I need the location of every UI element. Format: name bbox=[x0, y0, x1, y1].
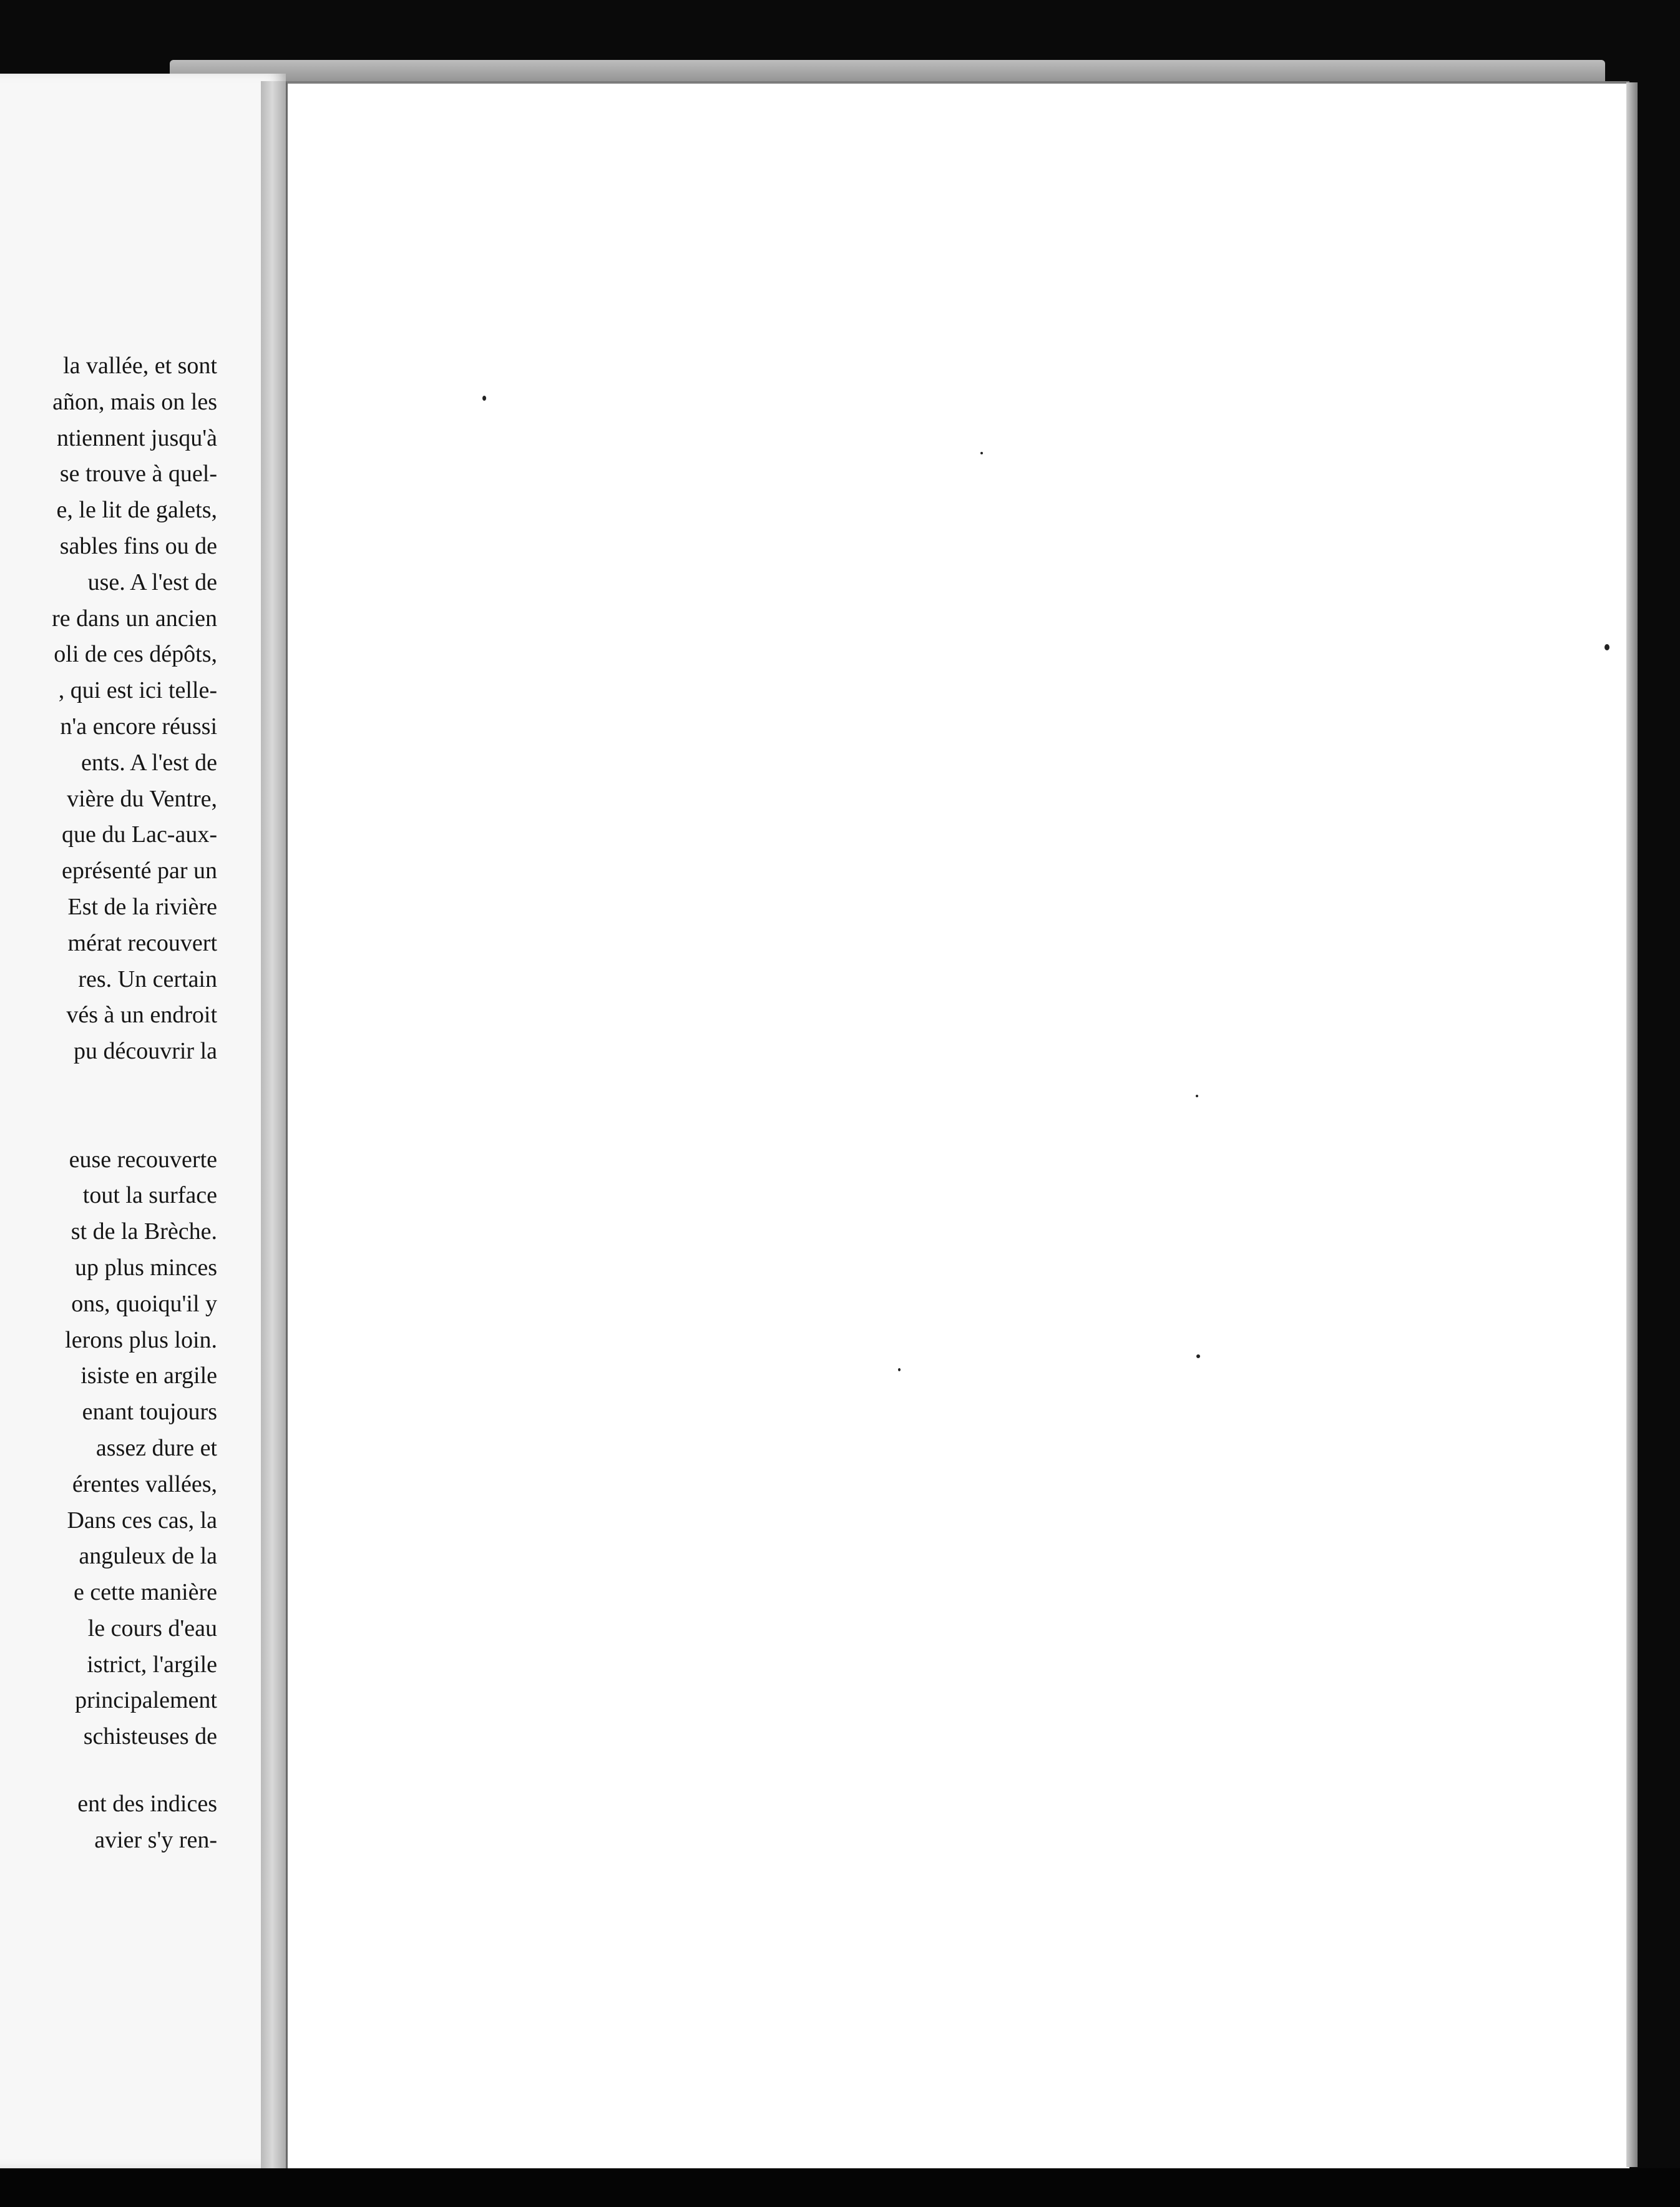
paper-speck bbox=[980, 452, 983, 454]
text-line: anguleux de la bbox=[79, 1543, 217, 1570]
text-line: tout la surface bbox=[82, 1182, 217, 1209]
scanner-bed-bottom bbox=[0, 2168, 1680, 2207]
text-line: Dans ces cas, la bbox=[67, 1507, 217, 1534]
text-line: se trouve à quel- bbox=[59, 461, 217, 487]
text-line: Est de la rivière bbox=[67, 893, 217, 920]
text-line: res. Un certain bbox=[78, 966, 217, 992]
text-line: ent des indices bbox=[77, 1791, 217, 1818]
text-line: use. A l'est de bbox=[87, 569, 217, 595]
text-line: la vallée, et sont bbox=[63, 353, 217, 379]
text-line: e, le lit de galets, bbox=[56, 497, 217, 524]
right-page-edge bbox=[1626, 82, 1638, 2167]
right-page-blank bbox=[286, 81, 1629, 2171]
text-line: euse recouverte bbox=[69, 1146, 217, 1173]
left-page-text bbox=[0, 348, 217, 1859]
text-line: ents. A l'est de bbox=[81, 749, 217, 776]
text-line: istrict, l'argile bbox=[87, 1651, 217, 1678]
text-line: lerons plus loin. bbox=[65, 1326, 217, 1353]
text-line: assez dure et bbox=[95, 1434, 217, 1461]
text-line: re dans un ancien bbox=[52, 605, 217, 632]
text-line: eprésenté par un bbox=[62, 858, 217, 884]
text-line: isiste en argile bbox=[81, 1363, 217, 1389]
text-line: n'a encore réussi bbox=[60, 713, 217, 740]
paper-speck bbox=[1196, 1354, 1200, 1358]
text-line: oli de ces dépôts, bbox=[54, 641, 217, 668]
text-line: que du Lac-aux- bbox=[62, 821, 217, 848]
text-line: añon, mais on les bbox=[52, 388, 217, 415]
paper-speck bbox=[1604, 644, 1609, 650]
text-line: , qui est ici telle- bbox=[58, 677, 217, 704]
text-line: vés à un endroit bbox=[66, 1002, 217, 1029]
text-line: vière du Ventre, bbox=[67, 785, 217, 812]
paper-speck bbox=[482, 396, 486, 401]
left-page bbox=[0, 74, 286, 2168]
paper-speck bbox=[1196, 1095, 1198, 1097]
paragraph-gap bbox=[0, 1755, 217, 1786]
text-line: sables fins ou de bbox=[59, 532, 217, 559]
text-line: principalement bbox=[75, 1687, 217, 1714]
text-line: pu découvrir la bbox=[73, 1038, 217, 1065]
text-line: avier s'y ren- bbox=[94, 1826, 217, 1853]
text-line: mérat recouvert bbox=[67, 929, 217, 956]
text-line: e cette manière bbox=[74, 1579, 217, 1606]
text-line: érentes vallées, bbox=[72, 1471, 217, 1497]
paragraph-gap bbox=[0, 1070, 217, 1142]
text-line: ntiennent jusqu'à bbox=[57, 424, 217, 451]
text-line: enant toujours bbox=[82, 1399, 217, 1426]
text-line: ons, quoiqu'il y bbox=[71, 1290, 217, 1317]
text-line: up plus minces bbox=[75, 1254, 217, 1281]
text-line: schisteuses de bbox=[83, 1723, 217, 1750]
text-line: le cours d'eau bbox=[87, 1615, 217, 1642]
text-line: st de la Brèche. bbox=[71, 1218, 217, 1245]
paper-speck bbox=[898, 1368, 901, 1371]
